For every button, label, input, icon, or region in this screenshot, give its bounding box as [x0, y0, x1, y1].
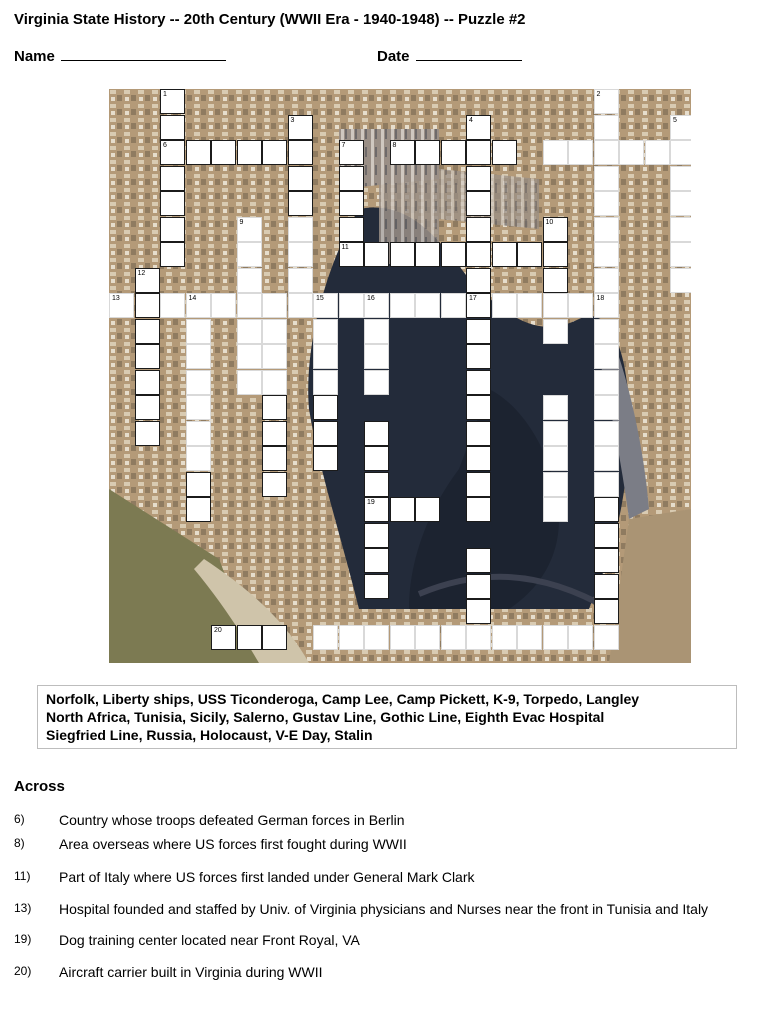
- crossword-cell[interactable]: [466, 344, 491, 369]
- crossword-cell[interactable]: [594, 574, 619, 599]
- crossword-cell[interactable]: [466, 217, 491, 242]
- crossword-cell[interactable]: [466, 548, 491, 573]
- crossword-cell[interactable]: [288, 217, 313, 242]
- crossword-cell[interactable]: [390, 140, 415, 165]
- crossword-cell[interactable]: [466, 472, 491, 497]
- crossword-cell[interactable]: [313, 446, 338, 471]
- name-field[interactable]: [14, 46, 226, 65]
- crossword-cell[interactable]: [466, 395, 491, 420]
- crossword-cell[interactable]: [492, 242, 517, 267]
- across-heading: Across: [14, 778, 65, 795]
- crossword-cell[interactable]: [594, 370, 619, 395]
- crossword-cell[interactable]: [339, 166, 364, 191]
- crossword-cell[interactable]: [670, 268, 691, 293]
- cell-number: 8: [392, 142, 397, 149]
- crossword-cell[interactable]: [237, 268, 262, 293]
- crossword-cell[interactable]: [670, 115, 691, 140]
- crossword-cell[interactable]: [262, 395, 287, 420]
- crossword-cell[interactable]: [288, 140, 313, 165]
- crossword-cell[interactable]: [594, 472, 619, 497]
- clue-number: 19): [14, 932, 32, 946]
- cell-number: 16: [367, 295, 375, 302]
- cell-number: 15: [316, 295, 324, 302]
- crossword-cell[interactable]: [517, 625, 542, 650]
- crossword-cell[interactable]: [594, 293, 619, 318]
- crossword-cell[interactable]: [619, 140, 644, 165]
- crossword-cell[interactable]: [237, 242, 262, 267]
- crossword-cell[interactable]: [186, 395, 211, 420]
- crossword-cell[interactable]: [517, 242, 542, 267]
- clue-number: 8): [14, 836, 25, 850]
- crossword-cell[interactable]: [186, 497, 211, 522]
- date-label: Date: [377, 48, 410, 65]
- word-bank-line: Norfolk, Liberty ships, USS Ticonderoga, Camp Lee, Camp Pickett, K-9, Torpedo, Langley: [46, 691, 640, 707]
- crossword-cell[interactable]: [415, 242, 440, 267]
- crossword-cell[interactable]: [492, 140, 517, 165]
- clue-text: Hospital founded and staffed by Univ. of Virginia physicians and Nurses near the front in Tunisia and Italy: [59, 901, 709, 917]
- crossword-cell[interactable]: [670, 242, 691, 267]
- crossword-cell[interactable]: [390, 497, 415, 522]
- crossword-cell[interactable]: [288, 268, 313, 293]
- crossword-cell[interactable]: [543, 395, 568, 420]
- name-blank-line: [61, 46, 226, 61]
- crossword-cell[interactable]: [135, 421, 160, 446]
- crossword-cell[interactable]: [364, 574, 389, 599]
- crossword-cell[interactable]: [211, 140, 236, 165]
- clue-number: 20): [14, 964, 32, 978]
- clue-number: 6): [14, 812, 25, 826]
- crossword-cell[interactable]: [313, 395, 338, 420]
- crossword-cell[interactable]: [543, 319, 568, 344]
- crossword-cell[interactable]: [543, 242, 568, 267]
- crossword-cell[interactable]: [237, 625, 262, 650]
- crossword-cell[interactable]: [364, 421, 389, 446]
- crossword-cell[interactable]: [594, 395, 619, 420]
- crossword-cell[interactable]: [594, 242, 619, 267]
- crossword-board: [109, 89, 691, 663]
- clue-text: Aircraft carrier built in Virginia during WWII: [59, 964, 323, 980]
- crossword-cell[interactable]: [390, 625, 415, 650]
- crossword-cell[interactable]: [160, 242, 185, 267]
- crossword-cell[interactable]: [109, 293, 134, 318]
- crossword-cell[interactable]: [160, 191, 185, 216]
- page-title: Virginia State History -- 20th Century (WWII Era - 1940-1948) -- Puzzle #2: [14, 11, 526, 28]
- crossword-cell[interactable]: [262, 140, 287, 165]
- cell-number: 14: [188, 295, 197, 302]
- crossword-cell[interactable]: [186, 421, 211, 446]
- crossword-cell[interactable]: [288, 293, 313, 318]
- crossword-cell[interactable]: [288, 191, 313, 216]
- crossword-cell[interactable]: [237, 140, 262, 165]
- clue-text: Part of Italy where US forces first landed under General Mark Clark: [59, 869, 475, 885]
- crossword-cell[interactable]: [594, 497, 619, 522]
- crossword-cell[interactable]: [262, 370, 287, 395]
- crossword-cell[interactable]: [364, 242, 389, 267]
- crossword-cell[interactable]: [262, 472, 287, 497]
- crossword-cell[interactable]: [517, 293, 542, 318]
- crossword-cell[interactable]: [466, 446, 491, 471]
- crossword-cell[interactable]: [543, 217, 568, 242]
- crossword-cell[interactable]: [135, 293, 160, 318]
- crossword-cell[interactable]: [237, 293, 262, 318]
- crossword-cell[interactable]: [135, 268, 160, 293]
- cell-number: 17: [469, 295, 477, 302]
- crossword-cell[interactable]: [415, 140, 440, 165]
- crossword-grid: [109, 89, 691, 663]
- crossword-cell[interactable]: [594, 421, 619, 446]
- crossword-cell[interactable]: [237, 370, 262, 395]
- crossword-cell[interactable]: [211, 293, 236, 318]
- crossword-cell[interactable]: [364, 625, 389, 650]
- crossword-cell[interactable]: [186, 319, 211, 344]
- crossword-cell[interactable]: [594, 319, 619, 344]
- cell-number: 4: [469, 116, 473, 124]
- crossword-cell[interactable]: [441, 140, 466, 165]
- crossword-cell[interactable]: [364, 370, 389, 395]
- crossword-cell[interactable]: [313, 344, 338, 369]
- crossword-cell[interactable]: [670, 191, 691, 216]
- crossword-cell[interactable]: [160, 217, 185, 242]
- crossword-cell[interactable]: [594, 599, 619, 624]
- crossword-cell[interactable]: [160, 293, 185, 318]
- clue-number: 11): [14, 869, 31, 883]
- clue-number: 13): [14, 901, 32, 915]
- crossword-cell[interactable]: [594, 625, 619, 650]
- crossword-cell[interactable]: [594, 140, 619, 165]
- cell-number: 20: [214, 626, 222, 634]
- crossword-cell[interactable]: [466, 370, 491, 395]
- crossword-cell[interactable]: [160, 140, 185, 165]
- crossword-cell[interactable]: [288, 242, 313, 267]
- cell-number: 1: [163, 91, 167, 98]
- crossword-cell[interactable]: [466, 293, 491, 318]
- crossword-cell[interactable]: [364, 319, 389, 344]
- cell-number: 13: [112, 295, 120, 302]
- crossword-cell[interactable]: [543, 472, 568, 497]
- crossword-cell[interactable]: [466, 625, 491, 650]
- crossword-cell[interactable]: [186, 344, 211, 369]
- cell-number: 18: [596, 295, 605, 302]
- crossword-cell[interactable]: [415, 497, 440, 522]
- crossword-cell[interactable]: [186, 472, 211, 497]
- crossword-cell[interactable]: [466, 599, 491, 624]
- crossword-cell[interactable]: [364, 548, 389, 573]
- crossword-cell[interactable]: [390, 293, 415, 318]
- crossword-cell[interactable]: [211, 625, 236, 650]
- crossword-cell[interactable]: [313, 319, 338, 344]
- crossword-cell[interactable]: [594, 268, 619, 293]
- crossword-cell[interactable]: [135, 370, 160, 395]
- crossword-cell[interactable]: [466, 319, 491, 344]
- cell-number: 7: [341, 142, 346, 149]
- crossword-cell[interactable]: [466, 421, 491, 446]
- crossword-cell[interactable]: [135, 319, 160, 344]
- cell-number: 3: [290, 116, 295, 124]
- crossword-cell[interactable]: [135, 395, 160, 420]
- crossword-cell[interactable]: [313, 293, 338, 318]
- crossword-cell[interactable]: [339, 293, 364, 318]
- crossword-cell[interactable]: [594, 548, 619, 573]
- crossword-cell[interactable]: [364, 293, 389, 318]
- crossword-cell[interactable]: [313, 421, 338, 446]
- crossword-cell[interactable]: [237, 319, 262, 344]
- cell-number: 12: [137, 269, 146, 277]
- crossword-cell[interactable]: [313, 370, 338, 395]
- crossword-cell[interactable]: [186, 370, 211, 395]
- crossword-cell[interactable]: [594, 446, 619, 471]
- crossword-cell[interactable]: [492, 625, 517, 650]
- cell-number: 10: [545, 218, 554, 226]
- crossword-cell[interactable]: [492, 293, 517, 318]
- word-bank: [37, 685, 737, 749]
- word-bank-line: Siegfried Line, Russia, Holocaust, V-E Day, Stalin: [46, 727, 373, 743]
- crossword-cell[interactable]: [339, 217, 364, 242]
- crossword-cell[interactable]: [645, 140, 670, 165]
- crossword-cell[interactable]: [594, 217, 619, 242]
- crossword-cell[interactable]: [339, 242, 364, 267]
- crossword-cell[interactable]: [364, 344, 389, 369]
- crossword-cell[interactable]: [466, 497, 491, 522]
- crossword-cell[interactable]: [262, 293, 287, 318]
- crossword-cell[interactable]: [466, 166, 491, 191]
- crossword-cell[interactable]: [339, 191, 364, 216]
- crossword-cell[interactable]: [670, 140, 691, 165]
- crossword-cell[interactable]: [466, 242, 491, 267]
- crossword-cell[interactable]: [364, 446, 389, 471]
- crossword-cell[interactable]: [466, 140, 491, 165]
- crossword-cell[interactable]: [466, 574, 491, 599]
- date-blank-line: [416, 46, 522, 61]
- crossword-cell[interactable]: [160, 166, 185, 191]
- crossword-cell[interactable]: [415, 293, 440, 318]
- crossword-cell[interactable]: [135, 344, 160, 369]
- crossword-cell[interactable]: [186, 140, 211, 165]
- crossword-cell[interactable]: [364, 472, 389, 497]
- clue-text: Dog training center located near Front Royal, VA: [59, 932, 360, 948]
- crossword-cell[interactable]: [594, 191, 619, 216]
- crossword-cell[interactable]: [237, 344, 262, 369]
- cell-number: 6: [163, 142, 167, 149]
- crossword-cell[interactable]: [568, 293, 593, 318]
- crossword-cell[interactable]: [594, 89, 619, 114]
- crossword-cell[interactable]: [288, 166, 313, 191]
- name-label: Name: [14, 48, 55, 65]
- crossword-cell[interactable]: [186, 293, 211, 318]
- crossword-cell[interactable]: [543, 446, 568, 471]
- cell-number: 2: [596, 91, 601, 98]
- cell-number: 5: [673, 116, 677, 124]
- crossword-cell[interactable]: [568, 625, 593, 650]
- clue-text: Country whose troops defeated German forces in Berlin: [59, 812, 405, 828]
- crossword-cell[interactable]: [466, 115, 491, 140]
- crossword-cell[interactable]: [313, 625, 338, 650]
- crossword-cell[interactable]: [262, 625, 287, 650]
- crossword-cell[interactable]: [364, 523, 389, 548]
- crossword-cell[interactable]: [543, 497, 568, 522]
- crossword-cell[interactable]: [594, 115, 619, 140]
- crossword-cell[interactable]: [568, 140, 593, 165]
- crossword-cell[interactable]: [543, 293, 568, 318]
- crossword-cell[interactable]: [543, 421, 568, 446]
- crossword-cell[interactable]: [262, 344, 287, 369]
- clue-text: Area overseas where US forces first fought during WWII: [59, 836, 407, 852]
- crossword-cell[interactable]: [160, 115, 185, 140]
- crossword-cell[interactable]: [339, 140, 364, 165]
- crossword-cell[interactable]: [594, 523, 619, 548]
- word-bank-line: North Africa, Tunisia, Sicily, Salerno, Gustav Line, Gothic Line, Eighth Evac Hospital: [46, 709, 605, 725]
- crossword-cell[interactable]: [262, 421, 287, 446]
- crossword-cell[interactable]: [670, 217, 691, 242]
- crossword-cell[interactable]: [339, 625, 364, 650]
- crossword-cell[interactable]: [543, 140, 568, 165]
- date-field[interactable]: [377, 46, 522, 65]
- cell-number: 19: [367, 499, 375, 506]
- crossword-cell[interactable]: [160, 89, 185, 114]
- crossword-cell[interactable]: [594, 344, 619, 369]
- crossword-cell[interactable]: [594, 166, 619, 191]
- crossword-cell[interactable]: [466, 191, 491, 216]
- crossword-cell[interactable]: [186, 446, 211, 471]
- crossword-cell[interactable]: [441, 242, 466, 267]
- crossword-cell[interactable]: [415, 625, 440, 650]
- cell-number: 11: [341, 244, 349, 251]
- crossword-cell[interactable]: [237, 217, 262, 242]
- crossword-cell[interactable]: [441, 625, 466, 650]
- cell-number: 9: [239, 218, 244, 226]
- crossword-cell[interactable]: [288, 115, 313, 140]
- crossword-cell[interactable]: [262, 319, 287, 344]
- crossword-cell[interactable]: [466, 268, 491, 293]
- crossword-cell[interactable]: [364, 497, 389, 522]
- crossword-cell[interactable]: [390, 242, 415, 267]
- crossword-cell[interactable]: [262, 446, 287, 471]
- crossword-cell[interactable]: [543, 268, 568, 293]
- crossword-cell[interactable]: [543, 625, 568, 650]
- crossword-cell[interactable]: [670, 166, 691, 191]
- crossword-cell[interactable]: [441, 293, 466, 318]
